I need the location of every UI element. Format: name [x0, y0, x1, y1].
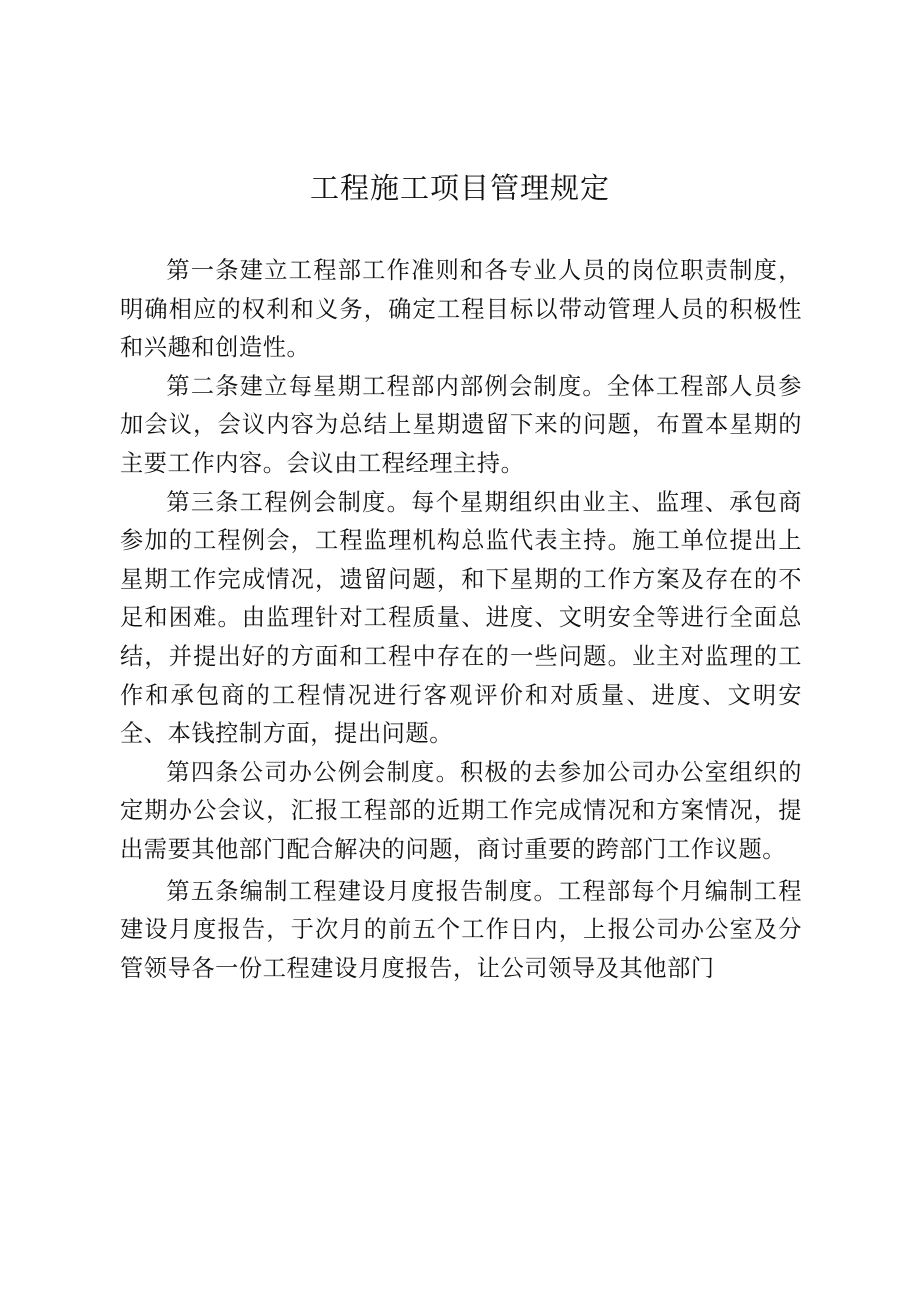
- article-paragraph-2: 第二条建立每星期工程部内部例会制度。全体工程部人员参加会议，会议内容为总结上星期遗留下来的问题，布置本星期的主要工作内容。会议由工程经理主持。: [120, 372, 802, 477]
- article-paragraph-3: 第三条工程例会制度。每个星期组织由业主、监理、承包商参加的工程例会，工程监理机构总监代表主持。施工单位提出上星期工作完成情况，遗留问题，和下星期的工作方案及存在的不足和困难。由监理针对工程质量、进度、文明安全等进行全面总结，并提出好的方面和工程中存在的一些问题。业主对监理的工作和承包商的工程情况进行客观评价和对质量、进度、文明安全、本钱控制方面，提出问题。: [120, 488, 802, 748]
- article-paragraph-5: 第五条编制工程建设月度报告制度。工程部每个月编制工程建设月度报告，于次月的前五个工作日内，上报公司办公室及分管领导各一份工程建设月度报告，让公司领导及其他部门: [120, 877, 802, 982]
- article-paragraph-4: 第四条公司办公例会制度。积极的去参加公司办公室组织的定期办公会议，汇报工程部的近期工作完成情况和方案情况，提出需要其他部门配合解决的问题，商讨重要的跨部门工作议题。: [120, 758, 802, 863]
- document-title: 工程施工项目管理规定: [309, 171, 610, 205]
- article-paragraph-1: 第一条建立工程部工作准则和各专业人员的岗位职责制度，明确相应的权利和义务，确定工程目标以带动管理人员的积极性和兴趣和创造性。: [120, 257, 802, 362]
- document-body: [120, 252, 802, 988]
